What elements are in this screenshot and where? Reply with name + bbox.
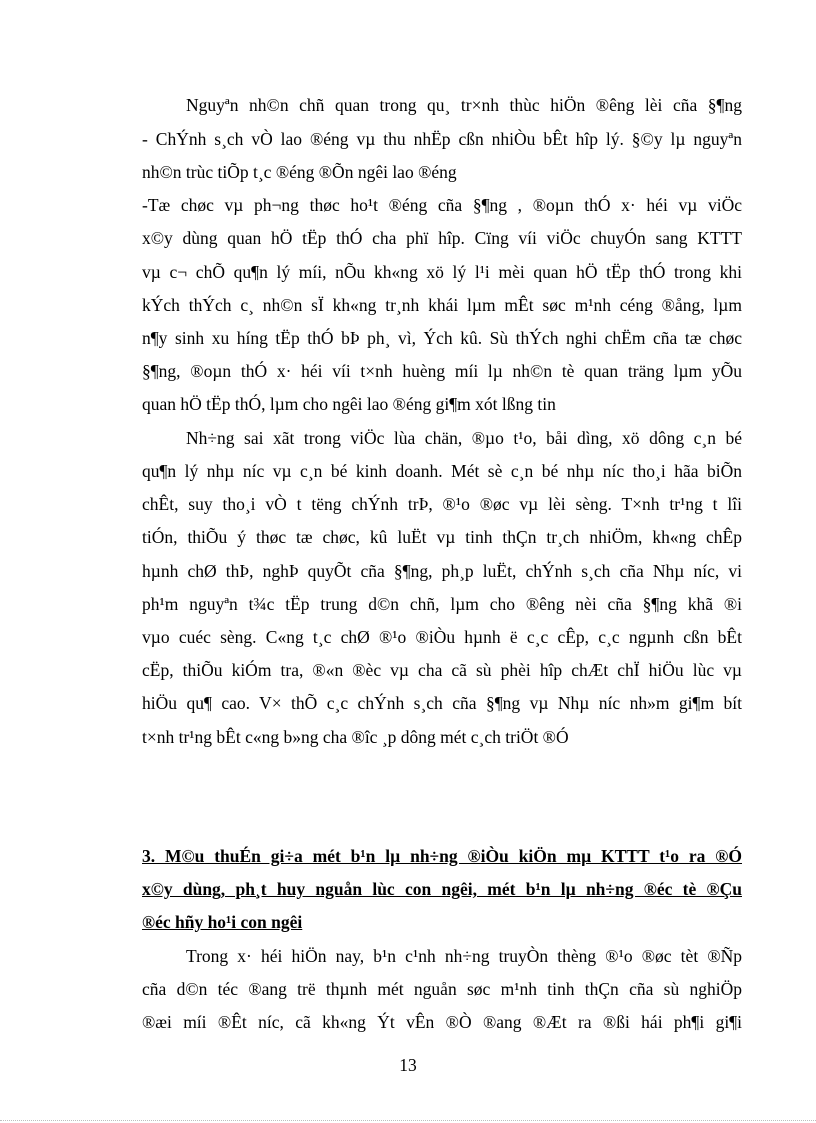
- text-line: - ChÝnh s¸ch vÒ lao ®éng vµ thu nhËp cßn nhiÒu bÊt hîp lý. §©y lµ nguyªn: [142, 129, 742, 149]
- text-line: chÊt, suy tho¸i vÒ t tëng chÝnh trÞ, ®¹o ®øc vµ lèi sèng. T×nh tr¹ng t lîi: [142, 494, 742, 514]
- page-bottom-divider: [0, 1120, 816, 1121]
- text-line: cña d©n téc ®ang trë thµnh mét nguån søc m¹nh tinh thÇn cña sù nghiÖp: [142, 979, 742, 999]
- text-line: ®æi míi ®Êt níc, cã kh«ng Ýt vÊn ®Ò ®ang ®Æt ra ®ßi hái ph¶i gi¶i: [142, 1012, 742, 1032]
- text-line: Trong x· héi hiÖn nay, b¹n c¹nh nh÷ng truyÒn thèng ®¹o ®øc tèt ®Ñp: [186, 946, 742, 966]
- section-heading-line: [142, 911, 742, 933]
- text-line: vµ c¬ chÕ qu¶n lý míi, nÕu kh«ng xö lý l¹i mèi quan hÖ tËp thÓ trong khi: [142, 262, 742, 282]
- text-line: ph¹m nguyªn t¾c tËp trung d©n chñ, lµm cho ®êng nèi cña §¶ng khã ®i: [142, 594, 742, 614]
- text-line: kÝch thÝch c¸ nh©n sÏ kh«ng tr¸nh khái lµm mÊt søc m¹nh céng ®ång, lµm: [142, 295, 742, 315]
- text-line: x©y dùng quan hÖ tËp thÓ cha phï hîp. Cïng víi viÖc chuyÓn sang KTTT: [142, 228, 742, 248]
- text-line: nh©n trùc tiÕp t¸c ®éng ®Õn ngêi lao ®éng: [142, 162, 457, 182]
- text-line: -Tæ chøc vµ ph¬ng thøc ho¹t ®éng cña §¶ng , ®oµn thÓ x· héi vµ viÖc: [142, 195, 742, 215]
- text-line: n¶y sinh xu híng tËp thÓ bÞ ph¸ vì, Ých kû. Sù thÝch nghi chËm cña tæ chøc: [142, 328, 742, 348]
- section-heading-text: 3. M©u thuÉn gi÷a mét b¹n lµ nh÷ng ®iÒu kiÖn mµ KTTT t¹o ra ®Ó: [142, 846, 742, 866]
- text-line: t×nh tr¹ng bÊt c«ng b»ng cha ®îc ¸p dông mét c¸ch triÖt ®Ó: [142, 727, 569, 747]
- text-line: tiÓn, thiÕu ý thøc tæ chøc, kû luËt vµ tinh thÇn tr¸ch nhiÖm, kh«ng chÊp: [142, 527, 742, 547]
- section-heading-line: [142, 845, 742, 867]
- text-line: cËp, thiÕu kiÓm tra, ®«n ®èc vµ cha cã sù phèi hîp chÆt chÏ hiÖu lùc vµ: [142, 660, 742, 680]
- text-line: Nh÷ng sai xãt trong viÖc lùa chän, ®µo t¹o, båi dìng, xö dông c¸n bé: [186, 428, 742, 448]
- text-line: quan hÖ tËp thÓ, lµm cho ngêi lao ®éng gi¶m xót lßng tin: [142, 394, 556, 414]
- text-line: §¶ng, ®oµn thÓ x· héi víi t×nh huèng míi lµ nh©n tè quan träng lµm yÕu: [142, 361, 742, 381]
- section-heading-line: [142, 878, 742, 900]
- text-line: vµo cuéc sèng. C«ng t¸c chØ ®¹o ®iÒu hµnh ë c¸c cÊp, c¸c ngµnh cßn bÊt: [142, 627, 742, 647]
- section-heading-text: ®éc hñy ho¹i con ngêi: [142, 912, 303, 932]
- text-line: hµnh chØ thÞ, nghÞ quyÕt cña §¶ng, ph¸p luËt, chÝnh s¸ch cña Nhµ níc, vi: [142, 561, 742, 581]
- section-heading-text: x©y dùng, ph¸t huy nguån lùc con ngêi, mét b¹n lµ nh÷ng ®éc tè ®Çu: [142, 879, 742, 899]
- page-number: 13: [399, 1055, 417, 1075]
- text-line: qu¶n lý nhµ níc vµ c¸n bé kinh doanh. Mét sè c¸n bé nhµ níc tho¸i hãa biÕn: [142, 461, 742, 481]
- text-line: Nguyªn nh©n chñ quan trong qu¸ tr×nh thùc hiÖn ®êng lèi cña §¶ng: [186, 95, 742, 115]
- text-line: hiÖu qu¶ cao. V× thÕ c¸c chÝnh s¸ch cña §¶ng vµ Nhµ níc nh»m gi¶m bít: [142, 693, 742, 713]
